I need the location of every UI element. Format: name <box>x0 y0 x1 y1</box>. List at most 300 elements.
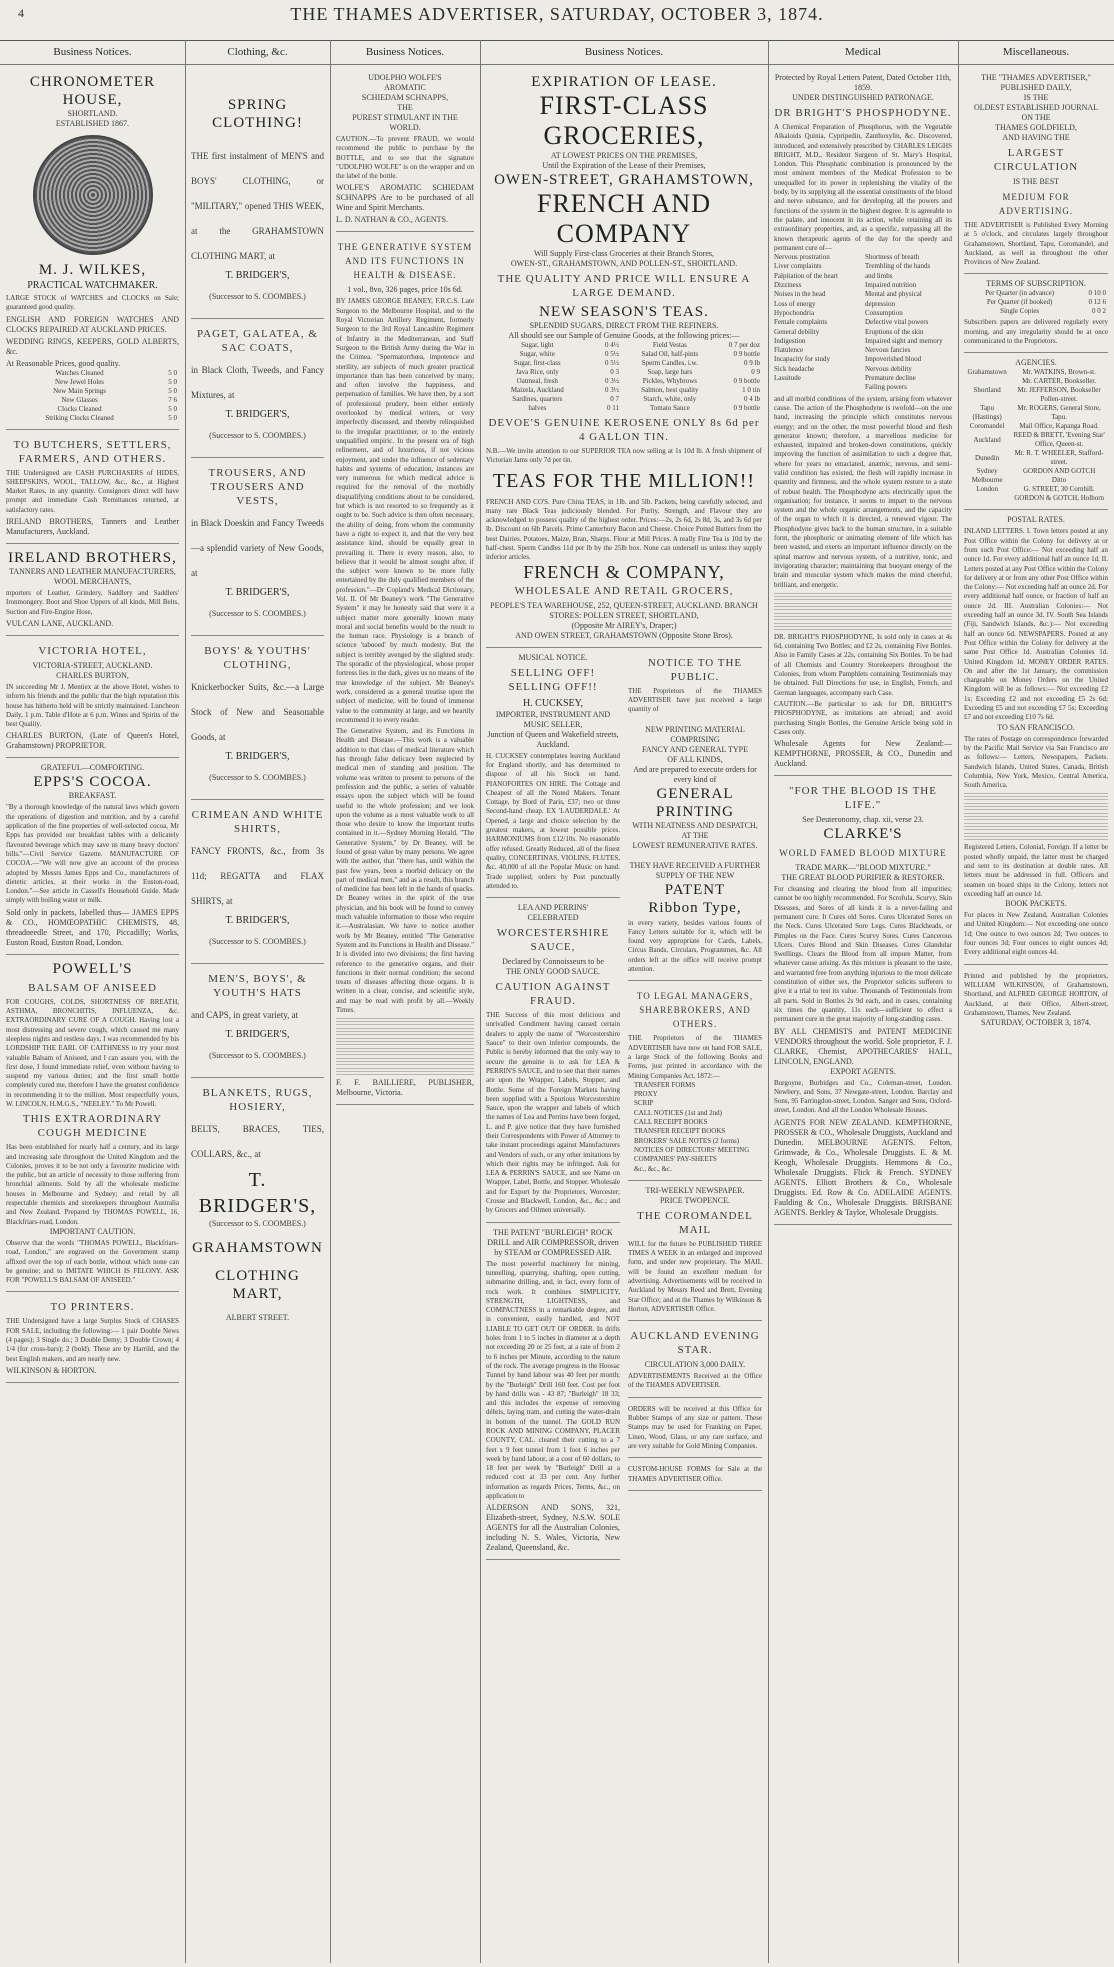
phosphodyne-ad <box>774 68 952 776</box>
agency-town: London <box>976 485 998 494</box>
price-list <box>627 341 762 413</box>
agency-agent: GORDON AND GOTCH <box>1022 467 1096 476</box>
agencies <box>964 353 1108 510</box>
ad-kicker: UNDER DISTINGUISHED PATRONAGE. <box>792 93 934 102</box>
ad-body: in Black Cloth, Tweeds, and Fancy Mixtures, at <box>191 365 324 400</box>
disease-item: Nervous debility <box>865 364 912 373</box>
rock-drill-ad <box>486 1223 620 1561</box>
ad-title: IRELAND BROTHERS, <box>8 550 177 567</box>
price-item: Soap, large bars <box>647 368 693 376</box>
ad-title: CHRONOMETER HOUSE, <box>29 74 156 108</box>
ad-subtitle: PEOPLE'S TEA WAREHOUSE, 252, QUEEN-STREET, AUCKLAND. BRANCH STORES: POLLEN STREET, SHORTLAND, <box>490 600 758 620</box>
ad-title: CLARKE'S <box>823 826 903 843</box>
ad-kicker: GRATEFUL—COMFORTING. <box>40 763 145 773</box>
price-list <box>486 341 621 413</box>
ad-body: THE first instalment of MEN'S and BOYS' CLOTHING, or "MILITARY," opened THIS WEEK, at the GRAHAMSTOWN CLOTHING MART, at <box>191 151 324 261</box>
lea-perrins-ad <box>486 898 620 1223</box>
column-business-3 <box>480 68 768 1961</box>
agency-town: Dunedin <box>975 453 1000 462</box>
custom-house-forms-ad <box>628 1458 762 1491</box>
rubber-stamps-ad <box>628 1398 762 1458</box>
ad-body: The most powerful machinery for mining, tunnelling, quarrying, shafting, open cutting, submarine drilling, and, in fact, every form of rock work. It combines SIMPLICITY, STRENGTH, LIGHTNESS, and COMPACTNESS in a remarkable degree, and is convenient, easily handled, and NOT LIABLE TO GET OUT OF ORDER. In drifts holes from 1 to 5 inches in diameter at a depth not exceeding 20 or 25 feet, at a rate of from 2 to 6 inches per Minute, according to the nature of the rock. The average progress in the Hoosac Tunnel by hand labour was 40 feet per month; by the "Burleigh" Drill 160 feet. Cost per foot by hand drills was - 43 87; "Burleigh" 18 33; and this includes the expense of removing débris, laying tram, and cutting the water-drain in bottom of the tunnel. The GOLD RUN ROCK AND MINING COMPANY, PLACER COUNTY, CAL. cleared their cutting to a 7 feet x 9 feet tunnel from 1 foot 6 inches per week by hand labour, at a cost of 60 dollars, to 18 feet per week by "Burleigh" Drill at a reduced cost at 33 per cent. Any further information as regards Prices, Terms, &c., on application to <box>486 1259 620 1501</box>
price-item: Salmon, best quality <box>641 386 699 394</box>
section-rule <box>0 64 1114 65</box>
ad-body: DR. BRIGHT'S PHOSPHODYNE, Is sold only in cases at 4s 6d, containing Two Bottles; and £2 2s, containing Five Bottles. Also in Family Cases at 22s, containing Six Bottles. To be had of all Chemists and Country Storekeepers throughout the Colonies, from whom Pamphlets containing Testimonials may be obtained. Full Directions for use, in English, French, and German languages, accompany each Case. <box>774 632 952 697</box>
price-item: Watches Cleaned <box>55 368 104 377</box>
ad-subtitle: Ribbon Type, <box>648 899 742 916</box>
bridger-name: T. BRIDGER'S, <box>225 1029 290 1040</box>
public-notice-ad <box>628 648 762 982</box>
price-item: Sugar, first-class <box>513 359 561 367</box>
ad-subtitle: 1 vol., 8vo, 326 pages, price 10s 6d. <box>347 285 463 295</box>
ad-kicker: Protected by Royal Letters Patent, Dated October 11th, 1859. <box>774 73 952 92</box>
ad-subtitle: WORLD FAMED BLOOD MIXTURE <box>779 848 947 859</box>
price-item: Maizela, Auckland <box>510 386 564 394</box>
agency-town: Coromandel <box>969 422 1005 431</box>
disease-item: Sick headache <box>774 364 815 373</box>
price-row <box>627 404 762 413</box>
agency-agent: Pollen-street. <box>1040 395 1078 404</box>
ad-body: The Generative System, and its Functions in Health and Disease.—This work is a valuable addition to that class of medical literature which has through false delicacy been neglected by medical men of standing and position. The volume was written to present to persons of the profession and the public, a series of valuable essays upon the subject which will be found useful to the whole profession; and we look upon the volume as a most valuable work to all those who desire to know the important truths contained in it.—Sydney Morning Herald. "The Generative System," by Dr Beaney, will be found of great value by many persons. We agree with the author, that "there has, until within the past few years, been a morbid delicacy on the part of medical men," and as a result, this branch of medicine has been left in the hands of quacks. Dr Beaney writes in the spirit of the true physician, and his book will be found to convey much valuable information to those who require it.—Australasian. We have to notice another work by Mr Beaney, entitled "The Generative System and its Functions in Health and Disease." It is divided into two divisions; the first having reference to the generative organs, and their functions in their normal condition; the second treats of diseases affecting those organs. It is written in a clear, concise, and scientific style, and may be read with profit by all.—Weekly Times. <box>336 727 474 1015</box>
coromandel-mail-ad <box>628 1181 762 1321</box>
ad-subtitle: LARGEST CIRCULATION <box>993 147 1079 173</box>
price-value: 5 0 <box>168 377 177 386</box>
shop-name: CLOTHING MART, <box>215 1268 300 1302</box>
price-item: Sugar, light <box>521 341 554 349</box>
ad-title: TEAS FOR THE MILLION!! <box>492 469 756 492</box>
hats-ad <box>191 964 324 1078</box>
ad-body: ORDERS will be received at this Office for Rubber Stamps of any size or pattern. These Stamps may be used for Franking on Paper, Linen, Wood, Glass, or any rare surface, and are very suitable for Gold Mining Companies. <box>628 1404 762 1450</box>
ad-body: All should see our Sample of Genuine Goods, at the following prices:— <box>508 331 740 340</box>
trousers-ad <box>191 458 324 636</box>
ad-subtitle: THE ONLY GOOD SAUCE. <box>505 967 600 977</box>
column-business-1 <box>0 68 185 1961</box>
victoria-hotel-ad <box>6 636 179 758</box>
price-value: 7 6 <box>168 395 177 404</box>
lower-columns <box>486 648 762 1561</box>
column-medical <box>768 68 958 1961</box>
price-value: 0 3 <box>610 368 619 376</box>
shop-town: GRAHAMSTOWN <box>192 1240 323 1256</box>
blankets-ad <box>191 1078 324 1329</box>
ad-subtitle: PUREST STIMULANT IN THE WORLD. <box>352 113 458 132</box>
ad-subtitle: BALSAM OF ANISEED <box>28 981 157 994</box>
ad-name: M. J. WILKES, <box>38 262 147 278</box>
price-item: Clocks Cleaned <box>57 404 102 413</box>
ad-subtitle: (Opposite Mr AIREY's, Draper;) <box>571 620 677 630</box>
price-value: 0 5½ <box>605 359 619 367</box>
ad-title: DR BRIGHT'S PHOSPHODYNE. <box>774 107 952 119</box>
price-row <box>627 341 762 350</box>
price-row <box>6 387 179 396</box>
section-label: Medical <box>844 46 882 58</box>
price-list <box>6 369 179 423</box>
form-item: TRANSFER FORMS <box>634 1080 696 1089</box>
masthead <box>0 0 1114 40</box>
ad-subtitle: CAUTION AGAINST FRAUD. <box>495 981 611 1008</box>
successor-note: (Successor to S. COOMBES.) <box>209 1219 306 1228</box>
ad-body: "By a thorough knowledge of the natural laws which govern the operations of digestion and nutrition, and by a careful application of the fine properties of well-selected cocoa, Mr Epps has provided our breakfast tables with a delicately flavoured beverage which may save us many heavy doctors' bills."—Civil Service Gazette. MANUFACTURE OF COCOA.—"We will now give an account of the process adopted by Messrs James Epps and Co., manufacturers of dietetic articles, at their works in the Euston-road, London."—See article in Cassell's Household Guide. Made simply with boiling water or milk. <box>6 803 179 905</box>
disease-item: Lassitude <box>774 374 801 383</box>
form-item: BROKERS' SALE NOTES (2 forms) <box>634 1136 740 1145</box>
ad-body: At Reasonable Prices, good quality. <box>6 358 121 368</box>
agency-town: Grahamstown <box>967 368 1007 377</box>
ad-body: IN succeeding Mr J. Mentiex at the above Hotel, wishes to inform his friends and the public that the high reputation this house has hitherto held will be strictly maintained. Luncheon Daily, 1 p.m. Table d'Hote at 6 p.m. Wines and Spirits of the best Quality. <box>6 682 179 729</box>
agency-row <box>964 476 1108 485</box>
price-row <box>486 386 621 395</box>
column-business-2 <box>330 68 480 1961</box>
ad-title: THE PATENT "BURLEIGH" ROCK DRILL and AIR COMPRESSOR, driven by STEAM or COMPRESSED AIR. <box>487 1227 619 1257</box>
price-value: 5 0 <box>168 386 177 395</box>
ad-established: ESTABLISHED 1867. <box>55 119 130 128</box>
ad-title: TO PRINTERS. <box>50 1301 135 1314</box>
coats-ad <box>191 319 324 458</box>
successor-note: (Successor to S. COOMBES.) <box>209 773 306 782</box>
price-row <box>6 369 179 378</box>
ad-subtitle: THAMES GOLDFIELD, <box>995 123 1077 132</box>
agency-row <box>964 485 1108 494</box>
ad-body: THE Proprietors of the THAMES ADVERTISER have now on hand FOR SALE, a large Stock of the following Books and Forms, just printed in accordance with the Mining Companies Act, 1872:— <box>628 1034 762 1080</box>
ad-title: NOTICE TO THE PUBLIC. <box>647 656 743 683</box>
price-value: 0 9 bottle <box>733 377 760 385</box>
ad-subtitle: WORCESTERSHIRE SAUCE, <box>496 927 610 954</box>
ad-subtitle: And are prepared to execute orders for every kind of <box>633 764 757 784</box>
ad-kicker: TRI-WEEKLY NEWSPAPER. <box>645 1185 745 1195</box>
disease-item: Palpitation of the heart <box>774 271 838 280</box>
price-item: Oatmeal, fresh <box>516 377 558 385</box>
company-name: FRENCH & COMPANY, <box>523 561 725 582</box>
disease-item: Female complaints <box>774 318 828 327</box>
disease-item: Incapacity for study <box>774 355 830 364</box>
agency-town: Auckland <box>973 435 1001 444</box>
disease-item: Dizziness <box>774 281 802 290</box>
legal-managers-ad <box>628 981 762 1180</box>
disease-list <box>774 253 952 392</box>
ad-subtitle: PRICE TWOPENCE. <box>659 1195 731 1205</box>
column-business-3a <box>486 648 620 1561</box>
ad-body: Has been established for nearly half a century, and its large and increasing sale throughout the United Kingdom and the Colonies, proves it to be not only a favourite medicine with the public, but an article of necessity to those suffering from bronchial ailments. Sold by all the wholesale medicine houses in Melbourne and Sydney; and retail by all respectable chemists and storekeepers throughout Australia and New Zealand. Prepared by THOMAS POWELL, 16, Blackfriars-road, London. <box>6 1143 179 1226</box>
price-row <box>627 350 762 359</box>
ad-body: FRENCH AND CO'S. Pure China TEAS, in 1lb. and 5lb. Packets, being carefully selected, and many rare Black Teas judiciously blended. For Purity, Strength, and Flavour they are acknowledged to possess quality of the highest order. Prices:—2s, 2s 6d, 2s 8d, 3s, and 3s 6d per lb. Discount on 6lb Parcels. Prime Canterbury Bacon and Cheese. Choice Potted Butters from the best Dairies. Potatoes, Maize, Bran, Sharps. Flour at Mill Prices. A really Fine Tea is 10d by the half-chest. Sperm Candles 11d per lb by the 25lb box. None can undersell us unless they supply inferior articles. <box>486 497 762 562</box>
disease-item: and limbs <box>865 271 893 280</box>
agency-agent: Mail Office, Kapanga Road. <box>1019 422 1099 431</box>
ad-subtitle: NEW SEASON'S TEAS. <box>539 304 709 320</box>
ad-body: CAUTION.—Be particular to ask for DR. BRIGHT'S PHOSPHODYNE, as imitations are abroad; and avoid purchasing Single Bottles, the Genuine Article being sold in Cases only. <box>774 699 952 736</box>
successor-note: (Successor to S. COOMBES.) <box>209 609 306 618</box>
disease-item: Flatulence <box>774 346 804 355</box>
disease-item: Impaired sight and memory <box>865 336 943 345</box>
agency-agent: Mr. WATKINS, Brown-st. <box>1022 368 1096 377</box>
disease-item: Trembling of the hands <box>865 262 931 271</box>
price-row <box>6 405 179 414</box>
ad-body: THE Proprietors of the THAMES ADVERTISER have just received a large quantity of <box>628 686 762 714</box>
company-name: FRENCH AND COMPANY <box>537 189 711 248</box>
ad-title: VICTORIA HOTEL, <box>38 644 147 657</box>
ireland-brothers-ad <box>6 544 179 636</box>
price-value: 0 9 bottle <box>733 350 760 358</box>
ad-title: POWELL'S <box>52 960 133 977</box>
ad-subtitle: TRADE MARK—"BLOOD MIXTURE." <box>795 863 931 873</box>
agency-town: Tapu (Hastings) <box>972 404 1002 422</box>
ad-subtitle: AND OWEN STREET, GRAHAMSTOWN (Opposite Stone Bros). <box>515 630 733 640</box>
disease-item: Nervous fancies <box>865 346 911 355</box>
form-item: CALL RECEIPT BOOKS <box>634 1118 708 1127</box>
agency-agent: REED & BRETT, 'Evening Star' Office, Queen-st. <box>1013 431 1105 449</box>
ad-title: THE "THAMES ADVERTISER," <box>981 73 1091 82</box>
price-item: New Jewel Holes <box>55 377 105 386</box>
advertiser-promo <box>964 68 1108 274</box>
subscription-row <box>964 307 1108 316</box>
ad-kicker: See Deuteronomy, chap. xii, verse 23. <box>802 815 924 825</box>
ad-subtitle: THE <box>397 103 413 112</box>
ad-subtitle: TANNERS AND LEATHER MANUFACTURERS, WOOL MERCHANTS, <box>9 567 176 587</box>
price-row <box>6 378 179 387</box>
ad-title: BOYS' & YOUTHS' CLOTHING, <box>204 645 311 671</box>
form-item: NOTICES OF DIRECTORS' MEETING <box>634 1145 750 1154</box>
price-lists <box>486 341 762 413</box>
term: Per Quarter (in advance) <box>985 289 1055 298</box>
price-row <box>6 414 179 423</box>
musical-notice-ad <box>486 648 620 898</box>
price-item: Starch, white, only <box>643 395 697 403</box>
ad-title: SELLING OFF! SELLING OFF!! <box>508 666 598 693</box>
disease-item: Eruptions of the skin <box>865 327 924 336</box>
bridger-name: T. BRIDGER'S, <box>225 751 290 762</box>
price-value: 0 7 <box>610 395 619 403</box>
to-printers-ad <box>6 1292 179 1382</box>
bridger-name: T. BRIDGER'S, <box>225 915 290 926</box>
price-row <box>627 359 762 368</box>
agencies-table <box>964 368 1108 503</box>
agency-town <box>964 377 1010 386</box>
disease-item: Defective vital powers <box>865 318 929 327</box>
form-item: COMPANIES' PAY-SHEETS <box>634 1155 717 1164</box>
page-number: 4 <box>18 6 24 20</box>
ad-title: TROUSERS, AND TROUSERS AND VESTS, <box>208 467 307 507</box>
rate: 0 12 6 <box>1088 298 1106 307</box>
ad-subtitle: AT THE <box>681 830 709 840</box>
evening-star-ad <box>628 1321 762 1398</box>
agency-row <box>964 431 1108 449</box>
ad-subtitle: VICTORIA-STREET, AUCKLAND. <box>32 660 153 670</box>
bridger-name: T. BRIDGER'S, <box>225 270 290 281</box>
price-row <box>486 395 621 404</box>
imprint-text: Printed and published by the proprietors, WILLIAM WILKINSON, of Grahamstown, Shortland, and ALFRED GEORGE HORTON, of Auckland, at their Office, Albert-street, Grahamstown, Thames, New Zealand. <box>964 971 1108 1017</box>
newspaper-title: THE THAMES ADVERTISER, SATURDAY, OCTOBER 3, 1874. <box>290 4 824 24</box>
ad-subtitle: SCHIEDAM SCHNAPPS, <box>361 93 449 102</box>
ad-title: TO BUTCHERS, SETTLERS, FARMERS, AND OTHERS. <box>13 438 172 465</box>
price-value: 0 5½ <box>605 350 619 358</box>
agency-row <box>964 368 1108 377</box>
price-item: Sugar, white <box>519 350 555 358</box>
ad-body: in Black Doeskin and Fancy Tweeds—a splendid variety of New Goods, at <box>191 518 324 578</box>
ad-body: ADVERTISEMENTS Received at the Office of the THAMES ADVERTISER. <box>628 1372 762 1390</box>
successor-note: (Successor to S. COOMBES.) <box>209 1051 306 1060</box>
agency-town: Shortland <box>973 386 1001 395</box>
price-item: Tomato Sauce <box>649 404 690 412</box>
price-value: 0 9 bottle <box>733 404 760 412</box>
shop-street: ALBERT STREET. <box>225 1313 290 1322</box>
ad-title: LEA AND PERRINS' <box>517 903 589 913</box>
chronometer-ad <box>6 68 179 430</box>
form-item: &c., &c., &c. <box>634 1164 672 1173</box>
ad-title: SPRING CLOTHING! <box>212 97 303 131</box>
price-value: 0 4½ <box>605 341 619 349</box>
price-value: 0 7 per doz <box>728 341 760 349</box>
price-item: New Main Springs <box>53 386 106 395</box>
ad-subtitle: EXPORT AGENTS. <box>830 1066 896 1076</box>
subscription-terms <box>964 274 1108 353</box>
ad-subtitle: COMPRISING <box>670 734 720 744</box>
ad-signature: Sold only in packets, labelled thus— JAMES EPPS & CO., HOMŒOPATHIC CHEMISTS, 48, threadneedle Street, and 170, Piccadilly; Works, Euston Road, Euston Road, London. <box>6 907 179 947</box>
column-clothing <box>185 68 330 1961</box>
agency-agent: G. STREET, 30 Cornhill. <box>1023 485 1095 494</box>
term: Per Quarter (if booked) <box>986 298 1053 307</box>
section-label: Business Notices. <box>53 46 132 58</box>
disease-item: Nervous prostration <box>774 253 830 262</box>
ad-body: LARGE STOCK of WATCHES and CLOCKS on Sale; guaranteed good quality. <box>6 294 179 312</box>
ad-subtitle: H. CUCKSEY, <box>522 697 584 709</box>
ad-body: WILL for the future be PUBLISHED THREE TIMES A WEEK in an enlarged and improved form, and under new proprietary. The MAIL will be found an excellent medium for advertising. Advertisements will be received in Auckland by Messrs Reed and Brett, Evening Star Office; and at the Thames by Wilkinson & Horton, ADVERTISER Office. <box>628 1239 762 1313</box>
agency-row <box>964 494 1108 503</box>
ad-body: For places in New Zealand, Australian Colonies and United Kingdom:— Not exceeding one ounce 1d; One ounce to two ounces 2d; Two ounces to four ounces 3d; Four ounces to eight ounces 4d; Every additional eight ounces 4d. <box>964 911 1108 957</box>
ad-subtitle: ON THE <box>1021 113 1051 122</box>
ad-subtitle: THE GREAT BLOOD PURIFIER & RESTORER. <box>781 873 945 883</box>
ad-title: BLANKETS, RUGS, HOSIERY, <box>202 1087 313 1113</box>
agency-agent: GORDON & GOTCH, Holborn <box>1014 494 1105 503</box>
agency-row <box>964 467 1108 476</box>
bridger-name: T. BRIDGER'S, <box>225 587 290 598</box>
ad-subtitle: THE QUALITY AND PRICE WILL ENSURE A LARGE DEMAND. <box>497 273 751 299</box>
disease-list-right <box>865 253 952 392</box>
ad-body: Observe that the words "THOMAS POWELL, Blackfriars-road, London," are engraved on the Government stamp affixed over the top of each bottle, without which none can be genuine; and to IMITATE WHICH IS FELONY. ASK FOR "POWELL'S BALSAM OF ANISEED." <box>6 1238 179 1285</box>
ad-subtitle: THIS EXTRAORDINARY COUGH MEDICINE <box>22 1113 163 1140</box>
ad-subtitle: THEY HAVE RECEIVED A FURTHER SUPPLY OF THE NEW <box>629 860 761 880</box>
ad-subtitle: IS THE BEST <box>1012 177 1060 186</box>
ad-subtitle: PUBLISHED DAILY, <box>1000 83 1072 92</box>
ad-kicker: EXPIRATION OF LEASE. <box>531 74 717 90</box>
disease-item: Hypochondria <box>774 308 815 317</box>
price-value: 0 4 lb <box>744 395 760 403</box>
disease-item: Indigestion <box>774 336 806 345</box>
ad-subtitle: NEW PRINTING MATERIAL <box>645 724 745 734</box>
ad-body: The rates of Postage on correspondence forwarded by the Pacific Mail Service via San Francisco are as follows:— Letters, Newspapers, Packets. Sandwich Islands, United States, Canada, British Columbia, New York, Mexico, Central America, South America. <box>964 734 1108 790</box>
price-row <box>486 359 621 368</box>
ad-title: CRIMEAN AND WHITE SHIRTS, <box>191 809 324 835</box>
ad-body: A Chemical Preparation of Phosphorus, with the Vegetable Alkaloids Quinia, Cypripedin, Zanthoxylin, &c. Discovered, introduced, and extensively prescribed by CHARLES LEIGHS BRIGHT, M.D., Resident Surgeon of St. Mary's Hospital, London. This Phosphatic combination is pronounced by the most eminent members of the Medical Profession to be unequalled for its power in replenishing the vitality of the body, by its supplying all the essential constituents of the blood and nerve substance, and for developing all the powers and functions of the system in the highest degree. It is agreeable to the palate, and innocent in its action, while retaining all its extraordinary properties, and, as a specific, surpassing all the known therapeutic agents of the day for the speedy and permanent cure of— <box>774 123 952 252</box>
price-value: 0 3½ <box>605 377 619 385</box>
powells-balsam-ad <box>6 955 179 1293</box>
spring-clothing-ad <box>191 68 324 319</box>
ad-subtitle: SPLENDID SUGARS, DIRECT FROM THE REFINERS. <box>529 321 719 330</box>
ad-subtitle: SHORTLAND. <box>67 109 118 118</box>
ad-subtitle: BREAKFAST. <box>68 791 117 801</box>
ad-body: CUSTOM-HOUSE FORMS for Sale at the THAMES ADVERTISER Office. <box>628 1465 762 1483</box>
ad-title: THE COROMANDEL MAIL <box>637 1209 753 1236</box>
ad-body: H. CUCKSEY contemplates leaving Auckland for England shortly, and has determined to dispose of all his Stock on hand. PIANOFORTES ON HIRE. The Cottage and Cheapest of all the Noted Makers. Tenant Cottage, by Bord of Paris, £37; two or three Second-hand cheap. EX 'LAUDERDALE.' At Opened, a large and choice selection by the greatest makers, at lowest possible prices. HARMONIUMS from £12/10s. No reasonable offer refused. Greatly Reduced, all of the finest quality, CONCERTINAS, VIOLINS, FLUTES, &c. 40,000 of all the Popular Music on hand. Trade supplied; orders by Post punctually attended to. <box>486 751 620 890</box>
french-company-ad <box>486 68 762 648</box>
price-row <box>627 386 762 395</box>
rate: 0 10 0 <box>1088 289 1106 298</box>
form-item: TRANSFER RECEIPT BOOKS <box>634 1127 726 1136</box>
ad-body: WOLFE'S AROMATIC SCHIEDAM SCHNAPPS Are to be purchased of all Wine and Spirit Merchants. <box>336 183 474 213</box>
imprint-date: SATURDAY, OCTOBER 3, 1874. <box>980 1018 1092 1028</box>
bridger-name: T. BRIDGER'S, <box>198 1169 317 1217</box>
price-item: Pickles, Whybrows <box>642 377 697 385</box>
schnapps-ad <box>336 68 474 232</box>
ad-signature: WILKINSON & HORTON. <box>6 1365 97 1375</box>
price-item: Java Rice, only <box>515 368 559 376</box>
term: Single Copies <box>1000 307 1040 316</box>
agency-town <box>964 395 1010 404</box>
agency-agent: Mr. R. T. WHEELER, Stafford-street. <box>1014 449 1104 467</box>
ad-title: TERMS OF SUBSCRIPTION. <box>986 279 1086 289</box>
ad-subtitle: WITH NEATNESS AND DESPATCH, <box>632 820 758 830</box>
price-item: Field Vestas <box>652 341 687 349</box>
disease-item: Liver complaints <box>774 262 822 271</box>
ad-title: PAGET, GALATEA, & SAC COATS, <box>197 328 318 354</box>
shirts-ad <box>191 800 324 964</box>
ad-subtitle: CHARLES BURTON, <box>56 670 129 680</box>
ad-body: Registered Letters, Colonial, Foreign. If a letter be posted wholly unpaid, the latter must be charged and sent to its destination at double rates. All letters must be addressed in full. Officers and seamen on board ships in the Colony, letters not exceeding half an ounce 1d. <box>964 843 1108 898</box>
generative-system-ad <box>336 232 474 1105</box>
ad-subtitle: Junction of Queen and Wakefield streets, Auckland. <box>487 729 619 749</box>
ad-body: Until the Expiration of the Lease of their Premises, <box>542 161 706 170</box>
agency-town: Sydney <box>976 467 998 476</box>
ad-signature: BY ALL CHEMISTS and PATENT MEDICINE VENDORS throughout the world. Sole proprietor, F. J. CLARKE, Chemist, APOTHECARIES' HALL, LINCOLN, ENGLAND. <box>774 1026 952 1066</box>
disease-item: Impoverished blood <box>865 355 922 364</box>
price-value: 0 9 lb <box>744 359 760 367</box>
ad-body: THE ADVERTISER is Published Every Morning at 5 o'clock, and circulates largely throughout Grahamstown, Shortland, Tapu, Coromandel, and Auckland, as well as throughout the other Provinces of New Zealand. <box>964 221 1108 267</box>
agency-row <box>964 449 1108 467</box>
postal-rates <box>964 510 1108 964</box>
watch-seal-image <box>33 135 153 255</box>
ad-body: N.B.—We invite attention to our SUPERIOR TEA now selling at 1s 10d lb. A fresh shipment of Victorian Jams only 7d per tin. <box>486 447 762 465</box>
price-row <box>486 404 621 413</box>
agency-town <box>964 494 1010 503</box>
agency-agent: Mr. JEFFERSON, Bookseller <box>1017 386 1101 395</box>
ad-subtitle: IMPORTER, INSTRUMENT AND MUSIC SELLER, <box>495 709 611 729</box>
ad-body: and CAPS, in great variety, at <box>191 1010 299 1020</box>
ad-subtitle: IMPORTANT CAUTION. <box>49 1226 136 1236</box>
ad-subtitle: OF ALL KINDS, <box>667 754 723 764</box>
ad-subtitle: Declared by Connoisseurs to be <box>502 957 604 967</box>
section-label: Business Notices. <box>584 46 664 58</box>
price-row <box>486 377 621 386</box>
section-label: Business Notices. <box>365 46 445 58</box>
price-value: 0 9 <box>751 368 760 376</box>
section-label: Clothing, &c. <box>227 46 288 58</box>
rate: 0 0 2 <box>1092 307 1106 316</box>
ad-title: TO LEGAL MANAGERS, SHAREBROKERS, AND OTHERS. <box>636 991 754 1030</box>
ad-subtitle: BOOK PACKETS. <box>1005 899 1067 909</box>
ad-subtitle: GENERAL PRINTING <box>656 785 734 820</box>
successor-note: (Successor to S. COOMBES.) <box>209 431 306 440</box>
ad-signature: CHARLES BURTON, (Late of Queen's Hotel, Grahamstown) PROPRIETOR. <box>6 731 179 751</box>
imprint <box>964 965 1108 1034</box>
disease-item: Loss of energy <box>774 299 816 308</box>
ad-body: FOR COUGHS, COLDS, SHORTNESS OF BREATH, ASTHMA, BRONCHITIS, INFLUENZA, &c. EXTRAORDINARY CURE OF A COUGH. Having lost a most distressing and severe cough, which caused me many sleepless nights and restless days, I was recommended by his LORDSHIP THE EARL OF CAITHNESS to try your most valuable Balsam of Aniseed, and I can assure you, with the first dose, I found immediate relief, even without having to suspend my various duties; and the first small bottle completely cured me, therefore I have the greatest confidence in recommending it to the million. Most respectfully yours, W. LINCOLN, H.M.G.S., "NEELEY." To Mr Powell. <box>6 997 179 1108</box>
price-row <box>627 368 762 377</box>
ad-body: WEDDING RINGS, KEEPERS, GOLD ALBERTS, &c. <box>6 336 179 356</box>
form-list <box>628 1081 762 1174</box>
ad-subtitle: FANCY AND GENERAL TYPE <box>641 744 748 754</box>
price-value: 1 0 tin <box>742 386 760 394</box>
ad-signature: ALDERSON AND SONS, 321, Elizabeth-street, Sydney, N.S.W. SOLE AGENTS for all the Australian Colonies, including N. S. Wales, Victoria, New Zealand, Queensland, &c. <box>486 1503 620 1553</box>
ad-signature: F. F. BAILLIERE, PUBLISHER, Melbourne, Victoria. <box>336 1078 474 1098</box>
ad-subtitle: TO SAN FRANCISCO. <box>997 722 1075 732</box>
ad-subtitle: OWEN-STREET, GRAHAMSTOWN, <box>494 172 754 188</box>
